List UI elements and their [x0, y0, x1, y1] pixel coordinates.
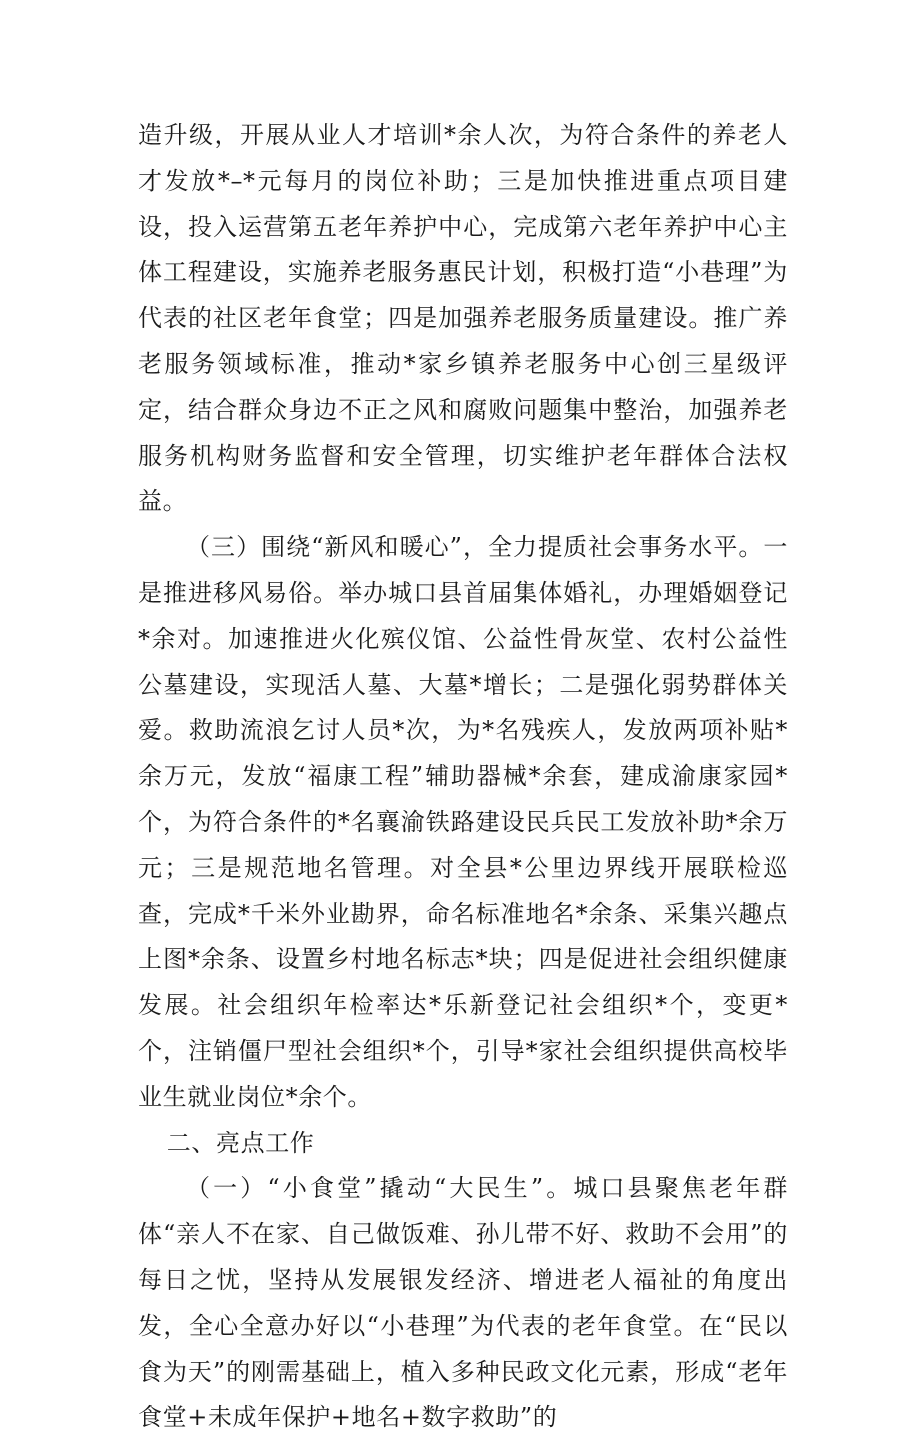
- paragraph-elderly-services-continued: 造升级，开展从业人才培训*余人次，为符合条件的养老人才发放*–*元每月的岗位补助；三是加快推进重点项目建设，投入运营第五老年养护中心，完成第六老年养护中心主体工程建设，实施养老服务惠民计划，积极打造“小巷理”为代表的社区老年食堂；四是加强养老服务质量建设。推广养老服务领域标准，推动*家乡镇养老服务中心创三星级评定，结合群众身边不正之风和腐败问题集中整治，加强养老服务机构财务监督和安全管理，切实维护老年群体合法权益。: [138, 121, 788, 516]
- section-heading-highlights: 二、亮点工作: [166, 1128, 315, 1157]
- document-body: [138, 113, 788, 1441]
- paragraph-social-affairs: （三）围绕“新风和暖心”，全力提质社会事务水平。一是推进移风易俗。举办城口县首届集体婚礼，办理婚姻登记*余对。加速推进火化殡仪馆、公益性骨灰堂、农村公益性公墓建设，实现活人墓、大墓*增长；二是强化弱势群体关爱。救助流浪乞讨人员*次，为*名残疾人，发放两项补贴*余万元，发放“福康工程”辅助器械*余套，建成渝康家园*个，为符合条件的*名襄渝铁路建设民兵民工发放补助*余万元；三是规范地名管理。对全县*公里边界线开展联检巡查，完成*千米外业勘界，命名标准地名*余条、采集兴趣点上图*余条、设置乡村地名标志*块；四是促进社会组织健康发展。社会组织年检率达*乐新登记社会组织*个，变更*个，注销僵尸型社会组织*个，引导*家社会组织提供高校毕业生就业岗位*余个。: [138, 533, 788, 1111]
- paragraph-small-canteen: （一）“小食堂”撬动“大民生”。城口县聚焦老年群体“亲人不在家、自己做饭难、孙儿带不好、救助不会用”的每日之忧，坚持从发展银发经济、增进老人福祉的角度出发，全心全意办好以“小巷理”为代表的老年食堂。在“民以食为天”的刚需基础上，植入多种民政文化元素，形成“老年食堂+未成年保护+地名+数字救助”的: [138, 1174, 788, 1432]
